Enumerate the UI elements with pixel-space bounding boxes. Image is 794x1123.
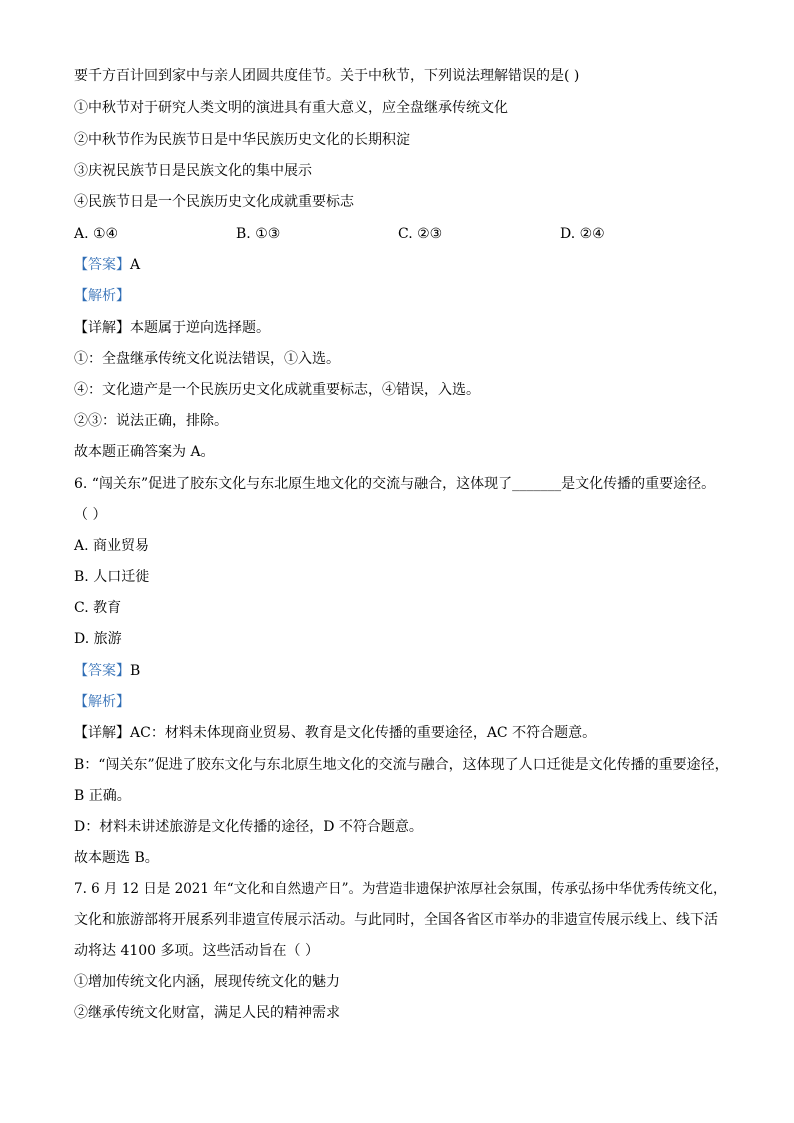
q5-explanation-3: ②③：说法正确，排除。 (74, 413, 228, 429)
q6-explanation-4: 故本题选 B。 (74, 850, 159, 866)
q6-explanation-1: B：“闯关东”促进了胶东文化与东北原生地文化的交流与融合，这体现了人口迁徙是文化传播的重要途径， (74, 757, 729, 773)
q5-detail (74, 318, 734, 338)
q6-analysis (74, 692, 734, 712)
q5-statement-3: ③庆祝民族节日是民族文化的集中展示 (74, 163, 312, 179)
q5-statement-2: ②中秋节作为民族节日是中华民族历史文化的长期积淀 (74, 132, 410, 148)
q6-explanation-3: D：材料未讲述旅游是文化传播的途径，D 不符合题意。 (74, 819, 423, 835)
q6-answer-value: B (130, 663, 141, 679)
q7-stem-line-2: 文化和旅游部将开展系列非遗宣传展示活动。与此同时，全国各省区市举办的非遗宣传展示线上、线下活 (74, 912, 718, 928)
q6-explanation-2: B 正确。 (74, 788, 131, 804)
q6-option-b: B. 人口迁徙 (74, 569, 150, 585)
q5-options (74, 224, 734, 244)
q5-answer-value: A (130, 257, 141, 273)
q7-statement-2: ②继承传统文化财富，满足人民的精神需求 (74, 1005, 340, 1021)
q5-explanation-4: 故本题正确答案为 A。 (74, 444, 215, 460)
q5-answer-tag: 【答案】 (74, 257, 130, 273)
q6-option-c: C. 教育 (74, 600, 122, 616)
q5-detail-text: 本题属于逆向选择题。 (130, 320, 270, 336)
q6-detail-text: AC：材料未体现商业贸易、教育是文化传播的重要途径，AC 不符合题意。 (130, 725, 597, 741)
q5-analysis-tag: 【解析】 (74, 288, 130, 304)
q6-detail-tag: 【详解】 (74, 725, 130, 741)
q6-stem-line-2: （ ） (74, 507, 107, 523)
q5-option-c: C. ②③ (398, 226, 443, 242)
q6-option-d: D. 旅游 (74, 631, 122, 647)
q7-stem-line-1: 7. 6 月 12 日是 2021 年“文化和自然遗产日”。为营造非遗保护浓厚社会氛围，传承弘扬中华优秀传统文化， (74, 881, 727, 897)
q7-statement-1: ①增加传统文化内涵，展现传统文化的魅力 (74, 974, 340, 990)
q6-stem-line-1: 6. “闯关东”促进了胶东文化与东北原生地文化的交流与融合，这体现了_______是文化传播的重要途径。 (74, 476, 716, 492)
q6-answer-tag: 【答案】 (74, 663, 130, 679)
q7-stem-line-3: 动将达 4100 多项。这些活动旨在（ ） (74, 943, 319, 959)
q5-explanation-2: ④：文化遗产是一个民族历史文化成就重要标志，④错误，入选。 (74, 382, 480, 398)
q5-statement-1: ①中秋节对于研究人类文明的演进具有重大意义，应全盘继承传统文化 (74, 100, 508, 116)
q6-analysis-tag: 【解析】 (74, 694, 130, 710)
q5-statement-4: ④民族节日是一个民族历史文化成就重要标志 (74, 194, 354, 210)
q5-stem: 要千方百计回到家中与亲人团圆共度佳节。关于中秋节，下列说法理解错误的是( ) (74, 68, 580, 84)
q6-detail (74, 723, 734, 743)
q5-option-d: D. ②④ (560, 226, 605, 242)
q6-option-a: A. 商业贸易 (74, 538, 150, 554)
q5-analysis (74, 286, 734, 306)
q5-option-a: A. ①④ (74, 226, 119, 242)
q5-explanation-1: ①：全盘继承传统文化说法错误，①入选。 (74, 351, 340, 367)
q5-detail-tag: 【详解】 (74, 320, 130, 336)
q5-option-b: B. ①③ (236, 226, 281, 242)
q5-answer (74, 255, 734, 275)
q6-answer (74, 661, 734, 681)
